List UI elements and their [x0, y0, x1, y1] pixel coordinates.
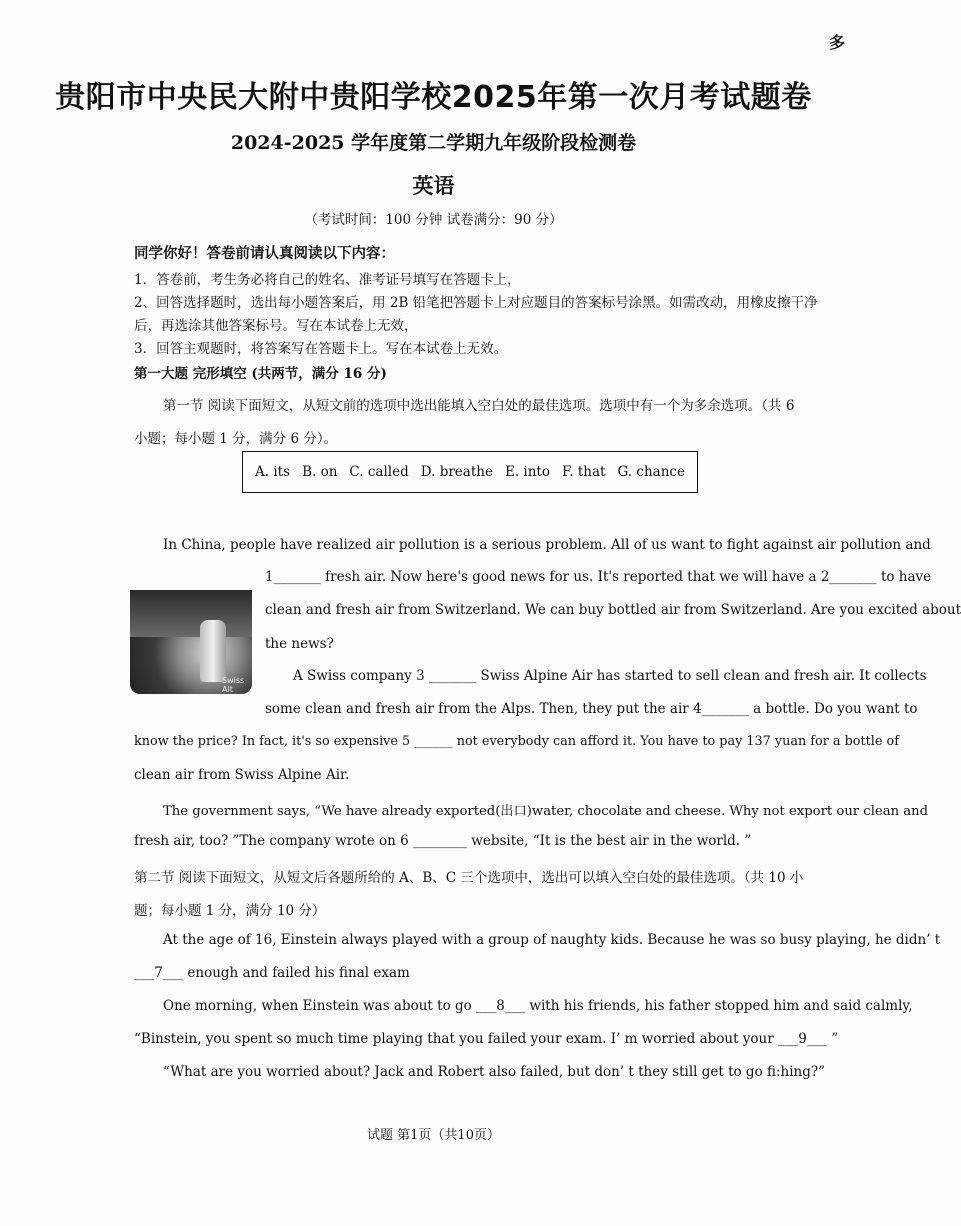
passage2-line: “What are you worried about? Jack and Robert also failed, but don’ t they still get to go fi:hing?” — [163, 1064, 826, 1080]
section1-instruction: 第一节 阅读下面短文，从短文前的选项中选出能填入空白处的最佳选项。选项中有一个为多余选项。（共 6 — [163, 398, 795, 414]
notice-item: 后，再选涂其他答案标号。写在本试卷上无效， — [134, 318, 418, 334]
exam-subtitle: 2024-2025 学年度第二学期九年级阶段检测卷 — [230, 132, 637, 154]
photo-caption: Swiss Alt — [222, 676, 245, 694]
passage2-line: ___7___ enough and failed his final exam — [134, 965, 410, 981]
exam-title: 贵阳市中央民大附中贵阳学校2025年第一次月考试题卷 — [55, 80, 812, 115]
passage2-line: “Binstein, you spent so much time playing that you failed your exam. I’ m worried about your ___9___ ” — [134, 1031, 839, 1047]
passage1-line: clean and fresh air from Switzerland. We can buy bottled air from Switzerland. Are you excited about — [265, 602, 961, 618]
exam-info: （考试时间：100 分钟 试卷满分：90 分） — [304, 212, 563, 228]
passage1-line: A Swiss company 3 _______ Swiss Alpine Air has started to sell clean and fresh air. It collects — [293, 668, 927, 684]
passage1-line: clean air from Swiss Alpine Air. — [134, 767, 350, 783]
option-e: E. into — [504, 464, 550, 480]
passage1-line: know the price? In fact, it's so expensive 5 ______ not everybody can afford it. You have to pay 137 yuan for a bottle of — [134, 734, 899, 749]
bottled-air-photo — [130, 590, 252, 694]
options-box — [242, 451, 698, 493]
passage1-line: 1_______ fresh air. Now here's good news for us. It's reported that we will have a 2_______ to have — [265, 569, 932, 585]
option-c: C. called — [349, 464, 409, 480]
section2-instruction-cont: 题；每小题 1 分，满分 10 分） — [134, 903, 326, 919]
notice-item: 1．答卷前，考生务必将自己的姓名、准考证号填写在答题卡上， — [134, 272, 521, 288]
option-g: G. chance — [617, 464, 685, 480]
notice-item: 3．回答主观题时，将答案写在答题卡上。写在本试卷上无效。 — [134, 341, 508, 357]
option-b: B. on — [302, 464, 338, 480]
page-footer: 试题 第1页（共10页） — [367, 1128, 500, 1143]
notice-heading: 同学你好！答卷前请认真阅读以下内容： — [134, 245, 395, 262]
section2-instruction: 第二节 阅读下面短文，从短文后各题所给的 A、B、C 三个选项中，选出可以填入空白处的最佳选项。（共 10 小 — [134, 870, 804, 886]
option-d: D. breathe — [420, 464, 493, 480]
photo-sky — [130, 590, 252, 637]
section1-instruction-cont: 小题；每小题 1 分，满分 6 分）。 — [134, 431, 338, 447]
part1-heading: 第一大题 完形填空 (共两节，满分 16 分) — [134, 366, 387, 382]
photo-bottle — [200, 620, 226, 682]
passage1-line: fresh air, too? ”The company wrote on 6 ________ website, “It is the best air in the world. ” — [134, 833, 752, 849]
passage1-line: some clean and fresh air from the Alps. Then, they put the air 4_______ a bottle. Do you want to — [265, 701, 918, 717]
exam-subject: 英语 — [412, 174, 455, 198]
passage1-line: In China, people have realized air pollution is a serious problem. All of us want to fight against air pollution and — [163, 537, 931, 553]
corner-mark: 多 — [828, 33, 845, 52]
option-a: A. its — [255, 464, 291, 480]
passage2-line: One morning, when Einstein was about to go ___8___ with his friends, his father stopped him and said calmly, — [163, 998, 913, 1014]
passage1-line: The government says, “We have already exported(出口)water, chocolate and cheese. Why not export our clean and — [163, 804, 929, 819]
passage1-line: the news? — [265, 636, 334, 652]
option-f: F. that — [562, 464, 606, 480]
notice-item: 2、回答选择题时，选出每小题答案后，用 2B 铅笔把答题卡上对应题目的答案标号涂黑。如需改动，用橡皮擦干净 — [134, 295, 818, 311]
passage2-line: At the age of 16, Einstein always played with a group of naughty kids. Because he was so busy playing, he didn’ t — [163, 932, 941, 948]
